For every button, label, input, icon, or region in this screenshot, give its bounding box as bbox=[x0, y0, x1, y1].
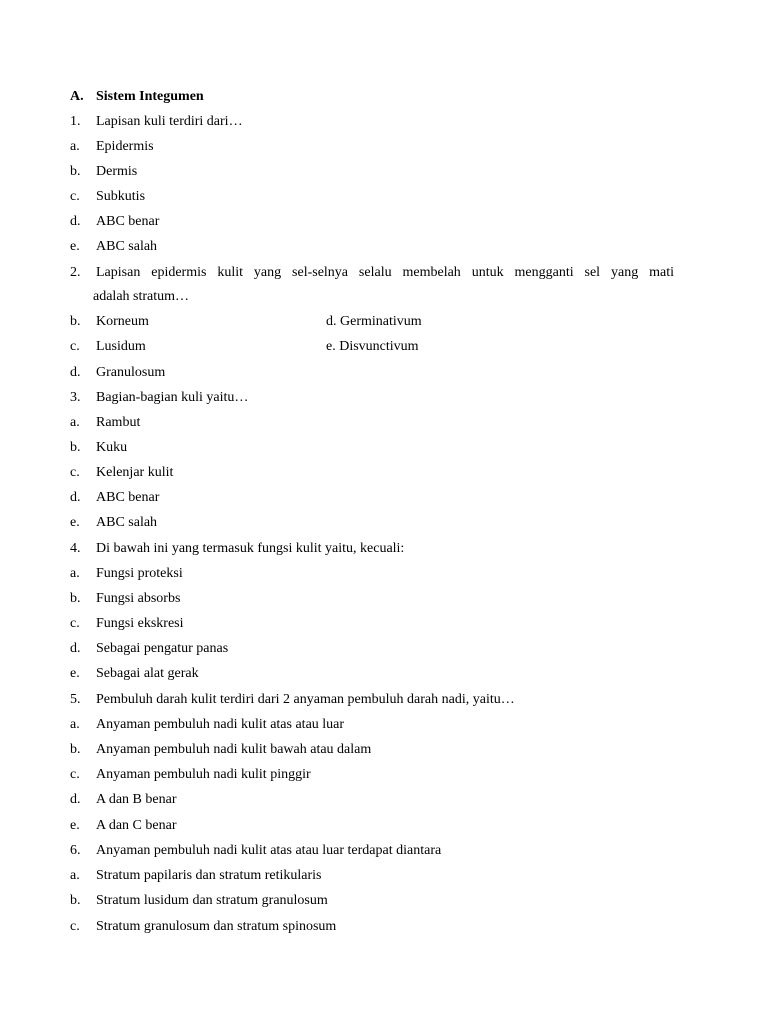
option-label: a. bbox=[70, 717, 80, 732]
option-label: e. bbox=[70, 239, 80, 254]
option-text: Kuku bbox=[96, 440, 128, 455]
option-label: d. bbox=[70, 214, 81, 229]
option-text: Granulosum bbox=[96, 365, 166, 380]
question-text: Bagian-bagian kuli yaitu… bbox=[96, 390, 249, 405]
option-item bbox=[70, 364, 674, 382]
option-label: d. bbox=[70, 641, 81, 656]
option-label: a. bbox=[70, 415, 80, 430]
option-label: b. bbox=[70, 742, 81, 757]
option-item bbox=[70, 188, 674, 206]
option-text: Epidermis bbox=[96, 139, 154, 154]
option-label: e. bbox=[70, 666, 80, 681]
option-text-right: e. Disvunctivum bbox=[326, 339, 419, 354]
option-text-right: d. Germinativum bbox=[326, 314, 422, 329]
option-text: Stratum papilaris dan stratum retikularis bbox=[96, 868, 322, 883]
option-item bbox=[70, 817, 674, 835]
option-text: Korneum bbox=[96, 314, 149, 329]
option-label: c. bbox=[70, 465, 80, 480]
option-text: Dermis bbox=[96, 164, 138, 179]
option-text: Anyaman pembuluh nadi kulit atas atau luar bbox=[96, 717, 345, 732]
option-label: e. bbox=[70, 818, 80, 833]
option-item bbox=[70, 213, 674, 231]
option-item bbox=[70, 163, 674, 181]
option-item bbox=[70, 665, 674, 683]
option-text: Subkutis bbox=[96, 189, 146, 204]
option-label: b. bbox=[70, 164, 81, 179]
option-text: Stratum lusidum dan stratum granulosum bbox=[96, 893, 328, 908]
question-text: Anyaman pembuluh nadi kulit atas atau luar terdapat diantara bbox=[96, 843, 442, 858]
option-text: A dan B benar bbox=[96, 792, 177, 807]
option-text: Fungsi ekskresi bbox=[96, 616, 184, 631]
option-label: c. bbox=[70, 339, 80, 354]
section-title: Sistem Integumen bbox=[96, 89, 204, 104]
question-number: 6. bbox=[70, 843, 81, 858]
question-text: Lapisan kuli terdiri dari… bbox=[96, 114, 243, 129]
question-number: 5. bbox=[70, 692, 81, 707]
question-number: 1. bbox=[70, 114, 81, 129]
section-marker: A. bbox=[70, 89, 84, 104]
question-1 bbox=[70, 113, 674, 131]
question-3 bbox=[70, 389, 674, 407]
option-item bbox=[70, 238, 674, 256]
option-text: Lusidum bbox=[96, 339, 146, 354]
question-5 bbox=[70, 691, 674, 709]
option-label: c. bbox=[70, 767, 80, 782]
option-label: c. bbox=[70, 919, 80, 934]
option-item bbox=[70, 791, 674, 809]
option-text: Fungsi absorbs bbox=[96, 591, 181, 606]
option-item bbox=[70, 892, 674, 910]
question-6 bbox=[70, 842, 674, 860]
option-text: Kelenjar kulit bbox=[96, 465, 174, 480]
option-item bbox=[70, 867, 674, 885]
option-text: ABC benar bbox=[96, 214, 160, 229]
question-text-continued: adalah stratum… bbox=[93, 289, 190, 304]
question-number: 2. bbox=[70, 265, 81, 280]
option-label: d. bbox=[70, 365, 81, 380]
option-label: a. bbox=[70, 566, 80, 581]
option-item bbox=[70, 716, 674, 734]
option-label: d. bbox=[70, 792, 81, 807]
option-label: c. bbox=[70, 616, 80, 631]
question-number: 4. bbox=[70, 541, 81, 556]
option-label: b. bbox=[70, 893, 81, 908]
option-item bbox=[70, 615, 674, 633]
option-label: a. bbox=[70, 139, 80, 154]
question-4 bbox=[70, 540, 674, 558]
option-label: c. bbox=[70, 189, 80, 204]
option-text: Rambut bbox=[96, 415, 141, 430]
option-label: b. bbox=[70, 314, 81, 329]
question-text: Lapisan epidermis kulit yang sel-selnya selalu membelah untuk mengganti sel yang mati bbox=[96, 265, 674, 280]
option-item bbox=[70, 514, 674, 532]
option-text: Sebagai alat gerak bbox=[96, 666, 199, 681]
option-label: b. bbox=[70, 440, 81, 455]
option-label: a. bbox=[70, 868, 80, 883]
option-item bbox=[70, 464, 674, 482]
option-label: b. bbox=[70, 591, 81, 606]
question-text: Pembuluh darah kulit terdiri dari 2 anyaman pembuluh darah nadi, yaitu… bbox=[96, 692, 515, 707]
option-text: Sebagai pengatur panas bbox=[96, 641, 229, 656]
option-text: Fungsi proteksi bbox=[96, 566, 183, 581]
option-item bbox=[70, 313, 674, 331]
question-2 bbox=[70, 264, 674, 282]
section-heading bbox=[70, 88, 674, 106]
option-item bbox=[70, 565, 674, 583]
option-item bbox=[70, 489, 674, 507]
option-label: e. bbox=[70, 515, 80, 530]
option-item bbox=[70, 918, 674, 936]
option-text: ABC salah bbox=[96, 515, 158, 530]
option-text: Anyaman pembuluh nadi kulit bawah atau dalam bbox=[96, 742, 372, 757]
option-item bbox=[70, 590, 674, 608]
option-text: Anyaman pembuluh nadi kulit pinggir bbox=[96, 767, 311, 782]
option-item bbox=[70, 439, 674, 457]
option-item bbox=[70, 414, 674, 432]
option-item bbox=[70, 766, 674, 784]
option-item bbox=[70, 741, 674, 759]
option-text: ABC benar bbox=[96, 490, 160, 505]
question-number: 3. bbox=[70, 390, 81, 405]
option-item bbox=[70, 338, 674, 356]
option-item bbox=[70, 640, 674, 658]
option-text: Stratum granulosum dan stratum spinosum bbox=[96, 919, 337, 934]
option-item bbox=[70, 138, 674, 156]
question-text: Di bawah ini yang termasuk fungsi kulit yaitu, kecuali: bbox=[96, 541, 405, 556]
option-text: A dan C benar bbox=[96, 818, 177, 833]
option-text: ABC salah bbox=[96, 239, 158, 254]
option-label: d. bbox=[70, 490, 81, 505]
